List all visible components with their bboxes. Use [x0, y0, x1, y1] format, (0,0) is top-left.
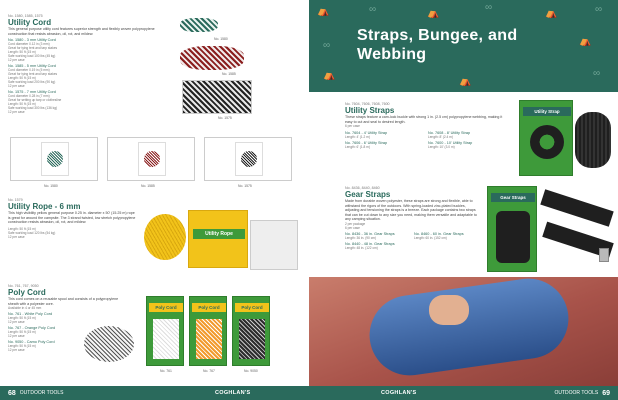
variant-bullet: Length: 50 ft (15 m) — [8, 76, 36, 80]
package-label: Poly Cord — [149, 303, 183, 312]
utility-rope-title: Utility Rope - 6 mm — [8, 202, 81, 211]
variant-bullet: 12 per case — [8, 84, 25, 88]
utility-rope-package-image — [188, 210, 248, 268]
variant-name: No. 8440 - 48 in. Gear Straps — [345, 241, 395, 246]
variant-bullet: Length: 50 ft (15 m) — [8, 344, 36, 348]
variant-name: No. 767 - Orange Poly Cord — [8, 326, 56, 330]
utility-straps-sku: No. 7604, 7606, 7608, 7600 — [345, 102, 390, 106]
utility-rope-description: This high visibility yellow general purpose 0.25 in. diameter x 50' (15.25 m) rope is great for around the campsite. The 3 strand twisted, low stretch polypropylene construction resists abrasion, oil, rot, and mildew. — [8, 211, 136, 224]
thumbnail-caption: No. 1580 — [44, 184, 58, 188]
poly-cord-package-white — [146, 296, 184, 366]
gear-strap-package-image — [487, 186, 537, 272]
brand-logo: COGHLAN'S — [381, 390, 417, 396]
tent-icon: ⛺ — [579, 36, 592, 47]
variant-name: No. 7604 - 4' Utility Strap — [345, 131, 388, 135]
knot-icon: ∞ — [485, 2, 493, 13]
utility-cord-title: Utility Cord — [8, 18, 52, 27]
tent-icon: ⛺ — [459, 76, 472, 87]
variant-bullet: Safe working load 300 lbs (136 kg) — [8, 106, 58, 110]
variant-name: No. 8436 - 36 in. Gear Straps — [345, 231, 395, 236]
poly-cord-description: This cord comes on a reusable spool and consists of a polypropylene sheath with a polyester core. — [8, 297, 119, 306]
variant-bullet: Cord diameter 0.19 in (5 mm) — [8, 68, 50, 72]
page-number: 69 — [602, 389, 610, 397]
utility-straps-bullet: 6 per case — [345, 124, 360, 128]
package-label: Utility Rope — [193, 229, 245, 239]
left-page — [0, 0, 309, 386]
knot-icon: ∞ — [595, 4, 603, 15]
thumbnail-caption: No. 1585 — [141, 184, 155, 188]
variant-bullet: 12 per case — [8, 320, 25, 324]
poly-cord-sku: No. 761, 767, 9050 — [8, 284, 39, 288]
utility-rope-bullet: Safe working load 120 lbs (54 kg) — [8, 230, 56, 235]
variant-name: No. 1580 - 3 mm Utility Cord — [8, 38, 56, 42]
variant-bullet: Great for tying tent and tarp stakes — [8, 72, 58, 76]
package-caption: No. 767 — [203, 369, 215, 373]
tent-icon: ⛺ — [545, 8, 558, 19]
buckle-icon — [599, 248, 609, 262]
variant-bullet: Length: 10' (3.0 m) — [428, 145, 455, 149]
variant-bullet: Length: 50 ft (15 m) — [8, 316, 36, 320]
variant-name: No. 8460 - 60 in. Gear Straps — [414, 231, 464, 236]
thumbnail-1580 — [10, 137, 98, 181]
utility-rope-section — [8, 198, 138, 239]
gear-straps-variants — [345, 230, 479, 250]
variant-name: No. 9050 - Camo Poly Cord — [8, 340, 55, 344]
utility-straps-title: Utility Straps — [345, 106, 395, 115]
utility-rope-bullet: 12 per case — [8, 234, 25, 239]
sleeping-bag-photo — [309, 277, 618, 386]
tent-icon: ⛺ — [427, 8, 440, 19]
variant-name: No. 1585 - 5 mm Utility Cord — [8, 64, 56, 68]
page-number: 68 — [8, 389, 16, 397]
gear-strap-image — [540, 189, 613, 226]
variant-name: No. 7608 - 8' Utility Strap — [428, 131, 471, 135]
variant-bullet: Length: 50 ft (15 m) — [8, 102, 36, 106]
gear-straps-bullet: 6 per case — [345, 225, 360, 230]
image-caption: No. 1585 — [222, 72, 236, 76]
variant-bullet: Length: 48 in. (122 cm) — [345, 245, 378, 250]
footer-section: OUTDOOR TOOLS — [19, 390, 64, 396]
cord-coil-image — [180, 18, 218, 32]
right-page — [309, 0, 618, 386]
cord-coil-image — [180, 46, 244, 70]
variant-bullet: Length: 6' (1.8 m) — [345, 145, 370, 149]
rope-display-box-image — [250, 220, 298, 270]
page-title: Straps, Bungee, and Webbing — [357, 27, 518, 63]
variant-bullet: Length: 36 in. (90 cm) — [345, 235, 377, 240]
knot-icon: ∞ — [323, 40, 331, 51]
thumbnail-1575 — [204, 137, 292, 181]
thumbnail-1585 — [107, 137, 195, 181]
brand-logo: COGHLAN'S — [215, 390, 251, 396]
variant-bullet: Safe working load 200 lbs (90 kg) — [8, 80, 56, 84]
utility-rope-sku: No. 1579 — [8, 198, 23, 202]
poly-cord-package-orange — [189, 296, 227, 366]
variant-bullet: Cord diameter 0.28 in (7 mm) — [8, 94, 50, 98]
variant-bullet: Length: 4' (1.2 m) — [345, 135, 370, 139]
variant-name: No. 1575 - 7 mm Utility Cord — [8, 90, 56, 94]
poly-cord-bullet: Available in 4 or 45 mm — [8, 306, 42, 310]
tent-icon: ⛺ — [317, 6, 330, 17]
gear-straps-section — [345, 186, 479, 250]
package-caption: No. 9050 — [244, 369, 258, 373]
section-header — [309, 0, 618, 92]
gear-straps-title: Gear Straps — [345, 190, 391, 199]
package-label: Poly Cord — [192, 303, 226, 312]
gear-straps-sku: No. 8436, 8440, 8460 — [345, 186, 380, 190]
utility-strap-coil-image — [575, 112, 611, 168]
variant-bullet: Length: 50 ft (15 m) — [8, 50, 36, 54]
utility-cord-description: This general purpose utility cord features superior strength and flexibly woven polypropylene construction that resists abrasion, oil, rot, and mildew. — [8, 27, 155, 36]
utility-straps-description: These straps feature a cam-lock buckle with strong 1 in. (2.5 cm) polypropylene webbing, making it easy to cut and seal to desired length. — [345, 115, 503, 124]
utility-strap-package-image — [519, 100, 573, 176]
utility-rope-bullet: Length: 50 ft (15 m) — [8, 226, 36, 231]
package-caption: No. 761 — [160, 369, 172, 373]
variant-bullet: 12 per case — [8, 348, 25, 352]
package-label: Gear Straps — [491, 193, 535, 202]
variant-name: No. 7600 - 10' Utility Strap — [428, 141, 473, 145]
gear-straps-bullet: 2 per package — [345, 221, 366, 226]
footer-left — [0, 386, 309, 400]
variant-name: No. 7606 - 6' Utility Strap — [345, 141, 388, 145]
footer-right — [309, 386, 618, 400]
package-label: Utility Strap — [523, 107, 571, 116]
variant-bullet: 12 per case — [8, 58, 25, 62]
utility-cord-section — [8, 14, 176, 114]
variant-bullet: Length: 8' (2.4 m) — [428, 135, 453, 139]
variant-name: No. 761 - White Poly Cord — [8, 312, 53, 316]
image-caption: No. 1575 — [218, 116, 232, 120]
variant-bullet: 12 per case — [8, 110, 25, 114]
variant-bullet: Cord diameter 0.12 in (3 mm) — [8, 42, 50, 46]
poly-cord-package-camo — [232, 296, 270, 366]
cord-package-image — [182, 80, 252, 114]
yellow-rope-image — [140, 206, 190, 266]
variant-bullet: Length: 50 ft (15 m) — [8, 330, 36, 334]
thumbnail-caption: No. 1575 — [238, 184, 252, 188]
knot-icon: ∞ — [369, 4, 377, 15]
tent-icon: ⛺ — [323, 70, 336, 81]
footer-section: OUTDOOR TOOLS — [554, 390, 599, 396]
variant-bullet: Length: 60 in. (152 cm) — [414, 235, 447, 240]
utility-cord-sku: No. 1580, 1585, 1575 — [8, 14, 43, 18]
package-label: Poly Cord — [235, 303, 269, 312]
utility-straps-section — [345, 102, 505, 149]
variant-bullet: Great for tying tent and tarp stakes — [8, 46, 58, 50]
poly-cord-title: Poly Cord — [8, 288, 46, 297]
poly-cord-spool-image — [84, 326, 134, 362]
knot-icon: ∞ — [593, 68, 601, 79]
variant-bullet: Great for setting up tarp or clothesline — [8, 98, 62, 102]
variant-bullet: Safe working load 100 lbs (45 kg) — [8, 54, 56, 58]
gear-straps-description: Made from durable woven polyester, these straps are strong and flexible, able to withstand the rigors of the outdoors. With spring-loaded zinc-plated buckles, adjusting and tensioning the straps is a breeze. Each package contains two straps that can be cut down to any size you need, making them versatile and adaptable to any camping situation. — [345, 199, 477, 221]
utility-straps-variants — [345, 129, 505, 149]
variant-bullet: 12 per case — [8, 334, 25, 338]
image-caption: No. 1580 — [214, 37, 228, 41]
